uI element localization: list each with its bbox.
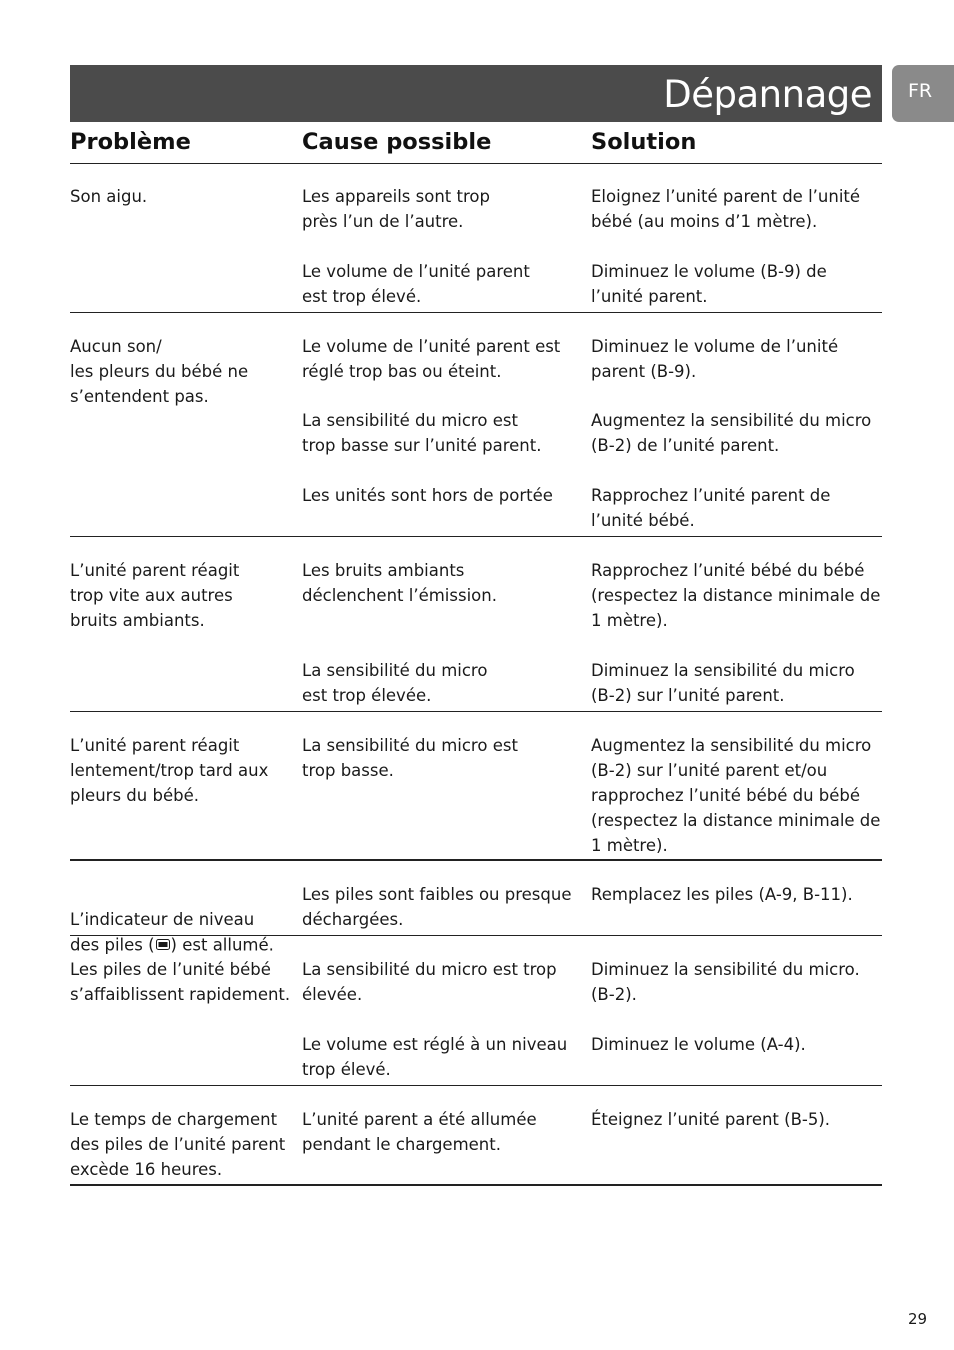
solution-cell: Éteignez l’unité parent (B-5). xyxy=(591,1110,831,1129)
solution-cell: Rapprochez l’unité parent de l’unité bébé. xyxy=(591,486,831,530)
cause-cell: Les appareils sont trop près l’un de l’autre. xyxy=(302,187,490,231)
cause-cell: Le volume de l’unité parent est réglé trop bas ou éteint. xyxy=(302,337,561,381)
column-header-problem: Problème xyxy=(70,129,191,155)
cause-cell: La sensibilité du micro est trop basse. xyxy=(302,736,518,780)
problem-cell: Aucun son/ les pleurs du bébé ne s’entendent pas. xyxy=(70,337,249,406)
language-label: FR xyxy=(908,80,933,102)
problem-line-prefix: des piles ( xyxy=(70,935,155,955)
solution-cell: Diminuez le volume de l’unité parent (B-9). xyxy=(591,337,839,381)
cause-cell: Le volume de l’unité parent est trop élevé. xyxy=(302,262,530,306)
cause-cell: La sensibilité du micro est trop élevée. xyxy=(302,960,557,1004)
cause-cell: Le volume est réglé à un niveau trop élevé. xyxy=(302,1035,568,1079)
problem-cell: L’unité parent réagit lentement/trop tard aux pleurs du bébé. xyxy=(70,736,269,805)
row-divider xyxy=(70,935,882,936)
solution-cell: Augmentez la sensibilité du micro (B-2) de l’unité parent. xyxy=(591,411,872,455)
cause-cell: Les bruits ambiants déclenchent l’émission. xyxy=(302,561,497,605)
problem-line: L’indicateur de niveau xyxy=(70,910,255,929)
row-divider xyxy=(70,536,882,537)
table-bottom-rule xyxy=(70,1184,882,1186)
cause-cell: L’unité parent a été allumée pendant le chargement. xyxy=(302,1110,537,1154)
cause-cell: Les piles sont faibles ou presque déchargées. xyxy=(302,885,572,929)
section-banner xyxy=(70,65,882,122)
solution-cell: Diminuez la sensibilité du micro (B-2) sur l’unité parent. xyxy=(591,661,855,705)
cause-cell: La sensibilité du micro est trop basse sur l’unité parent. xyxy=(302,411,542,455)
solution-cell: Diminuez le volume (A-4). xyxy=(591,1035,806,1054)
problem-line-suffix: ) est allumé. xyxy=(170,935,274,955)
problem-cell: L’unité parent réagit trop vite aux autres bruits ambiants. xyxy=(70,561,240,630)
language-tab xyxy=(892,65,954,122)
row-divider xyxy=(70,859,882,861)
solution-cell: Augmentez la sensibilité du micro (B-2) sur l’unité parent et/ou rapprochez l’unité bébé du bébé (respectez la distance minimale de 1 mètre). xyxy=(591,736,881,855)
row-divider xyxy=(70,1085,882,1086)
cause-cell: La sensibilité du micro est trop élevée. xyxy=(302,661,488,705)
solution-cell: Eloignez l’unité parent de l’unité bébé (au moins d’1 mètre). xyxy=(591,187,861,231)
solution-cell: Diminuez le volume (B-9) de l’unité parent. xyxy=(591,262,827,306)
page-number: 29 xyxy=(908,1310,928,1328)
column-header-cause: Cause possible xyxy=(302,129,492,155)
row-divider xyxy=(70,312,882,313)
problem-cell xyxy=(70,882,274,960)
problem-cell: Les piles de l’unité bébé s’affaiblissent rapidement. xyxy=(70,960,291,1004)
solution-cell: Rapprochez l’unité bébé du bébé (respectez la distance minimale de 1 mètre). xyxy=(591,561,881,630)
row-divider xyxy=(70,711,882,712)
problem-cell: Le temps de chargement des piles de l’unité parent excède 16 heures. xyxy=(70,1110,286,1179)
solution-cell: Diminuez la sensibilité du micro. (B-2). xyxy=(591,960,860,1004)
solution-cell: Remplacez les piles (A-9, B-11). xyxy=(591,885,853,904)
column-header-solution: Solution xyxy=(591,129,697,155)
problem-cell: Son aigu. xyxy=(70,187,148,206)
section-title: Dépannage xyxy=(663,73,872,116)
header-rule xyxy=(70,163,882,164)
cause-cell: Les unités sont hors de portée xyxy=(302,486,553,505)
